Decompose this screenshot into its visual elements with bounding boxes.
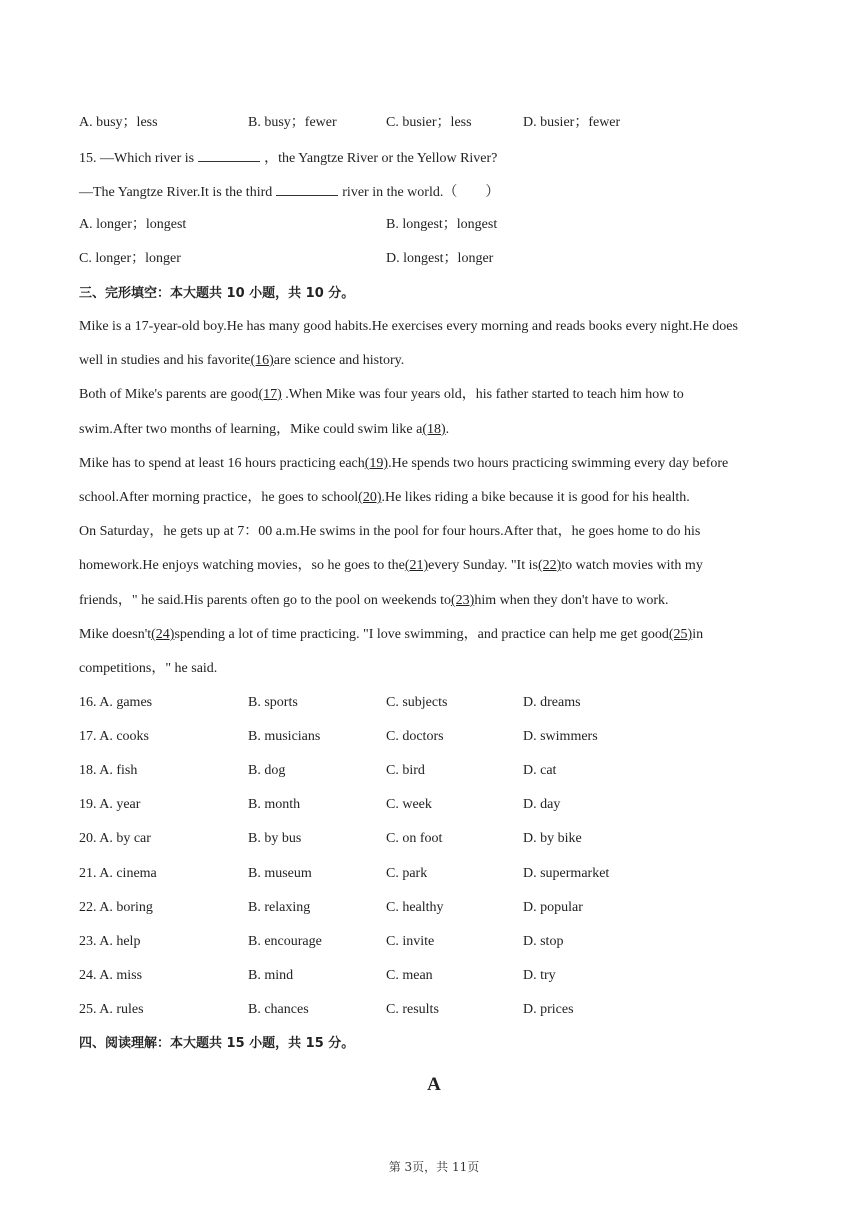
passage-line [79,523,700,541]
question-option: 20. A. by car [79,831,151,846]
question-option: D. try [523,968,556,983]
passage-text: swim.After two months of learning，Mike could swim like a [79,422,423,437]
question-option: D. prices [523,1002,574,1017]
passage-line [79,352,404,370]
passage-text: Mike has to spend at least 16 hours practicing each [79,456,365,471]
section-4-title: 四、阅读理解：本大题共 15 小题，共 15 分。 [79,1036,355,1051]
passage-line [79,626,703,644]
question-option: B. dog [248,763,286,778]
question-option: C. subjects [386,695,448,710]
q15-stem2-a: —The Yangtze River.It is the third [79,185,273,200]
passage-text: On Saturday，he gets up at 7：00 a.m.He swims in the pool for four hours.After that，he goes home to do his [79,524,701,539]
passage-text: .He spends two hours practicing swimming every day before [388,456,729,471]
blank-number: (20) [358,490,382,505]
blank-number: (16) [250,353,274,368]
question-option: D. day [523,797,561,812]
question-option: D. by bike [523,831,582,846]
passage-text: to watch movies with my [561,558,703,573]
passage-text: Mike doesn't [79,627,152,642]
question-row [0,694,868,712]
q14-option-b: B. busy；fewer [248,115,337,130]
question-option: C. on foot [386,831,443,846]
question-option: 24. A. miss [79,968,143,983]
passage-text: him when they don't have to work. [474,593,669,608]
q15-stem-line2 [79,182,499,202]
question-option: B. relaxing [248,900,311,915]
question-option: 25. A. rules [79,1002,144,1017]
question-row [0,830,868,848]
passage-text: . [445,422,450,437]
question-row [0,865,868,883]
q14-option-d: D. busier；fewer [523,115,621,130]
passage-line [79,455,728,473]
passage-label: A [427,1074,441,1095]
question-row [0,728,868,746]
q15-stem-line1 [79,148,497,168]
passage-text: homework.He enjoys watching movies，so he goes to the [79,558,405,573]
q14-options [0,114,868,132]
q15-option-d: D. longest；longer [386,251,494,266]
passage-line [79,421,449,439]
question-option: 23. A. help [79,934,141,949]
answer-blank [276,182,338,196]
blank-number: (22) [537,558,562,573]
passage-text: spending a lot of time practicing. "I love swimming，and practice can help me get good [174,627,669,642]
q14-option-a: A. busy；less [79,115,158,130]
q15-option-b: B. longest；longest [386,217,498,232]
question-option: 16. A. games [79,695,153,710]
question-row [0,762,868,780]
question-option: B. encourage [248,934,322,949]
question-row [0,967,868,985]
section-3-title: 三、完形填空：本大题共 10 小题，共 10 分。 [79,286,355,301]
q15-stem-b: ，the Yangtze River or the Yellow River? [264,151,498,166]
question-option: 17. A. cooks [79,729,149,744]
question-option: B. sports [248,695,298,710]
q15-stem2-b: river in the world.（ ） [342,185,500,200]
passage-text: competitions，" he said. [79,661,218,676]
question-option: D. popular [523,900,583,915]
question-option: D. swimmers [523,729,598,744]
passage-line [79,489,690,507]
q15-options-row1 [0,216,868,234]
question-row [0,899,868,917]
blank-number: (21) [404,558,429,573]
passage-text: are science and history. [273,353,405,368]
q15-option-a: A. longer；longest [79,217,187,232]
passage-text: Mike is a 17-year-old boy.He has many good habits.He exercises every morning and reads books every night.He does [79,319,738,334]
passage-line [79,592,669,610]
passage-text: school.After morning practice，he goes to school [79,490,359,505]
question-option: 22. A. boring [79,900,153,915]
page-footer: 第 3页，共 11页 [388,1160,480,1174]
blank-number: (24) [151,627,175,642]
blank-number: (25) [668,627,693,642]
question-option: C. week [386,797,432,812]
blank-number: (17) [258,387,282,402]
question-option: C. invite [386,934,435,949]
question-option: D. supermarket [523,866,610,881]
question-option: B. by bus [248,831,302,846]
q15-options-row2 [0,250,868,268]
q14-option-c: C. busier；less [386,115,472,130]
passage-text: .When Mike was four years old，his father started to teach him how to [281,387,684,402]
passage-text: well in studies and his favorite [79,353,251,368]
question-option: B. mind [248,968,294,983]
passage-line [79,318,738,336]
passage-text: every Sunday. "It is [428,558,538,573]
passage-text: in [692,627,704,642]
blank-number: (23) [450,593,475,608]
passage-text: friends，" he said.His parents often go to the pool on weekends to [79,593,451,608]
question-option: C. mean [386,968,433,983]
q15-option-c: C. longer；longer [79,251,181,266]
q15-stem-a: 15. —Which river is [79,151,195,166]
passage-line [79,557,703,575]
question-option: B. museum [248,866,312,881]
passage-line [79,660,217,678]
question-row [0,796,868,814]
passage-line [79,386,684,404]
question-option: B. musicians [248,729,321,744]
question-option: C. park [386,866,428,881]
passage-text: Both of Mike's parents are good [79,387,259,402]
question-option: D. stop [523,934,564,949]
question-option: C. healthy [386,900,444,915]
blank-number: (19) [364,456,389,471]
question-option: 21. A. cinema [79,866,157,881]
question-option: B. chances [248,1002,309,1017]
question-option: D. dreams [523,695,581,710]
question-option: C. bird [386,763,425,778]
question-option: B. month [248,797,301,812]
question-option: 19. A. year [79,797,141,812]
passage-text: .He likes riding a bike because it is good for his health. [381,490,690,505]
answer-blank [198,148,260,162]
question-row [0,1001,868,1019]
question-option: C. doctors [386,729,444,744]
question-option: C. results [386,1002,439,1017]
question-option: 18. A. fish [79,763,138,778]
question-option: D. cat [523,763,557,778]
blank-number: (18) [422,422,446,437]
question-row [0,933,868,951]
